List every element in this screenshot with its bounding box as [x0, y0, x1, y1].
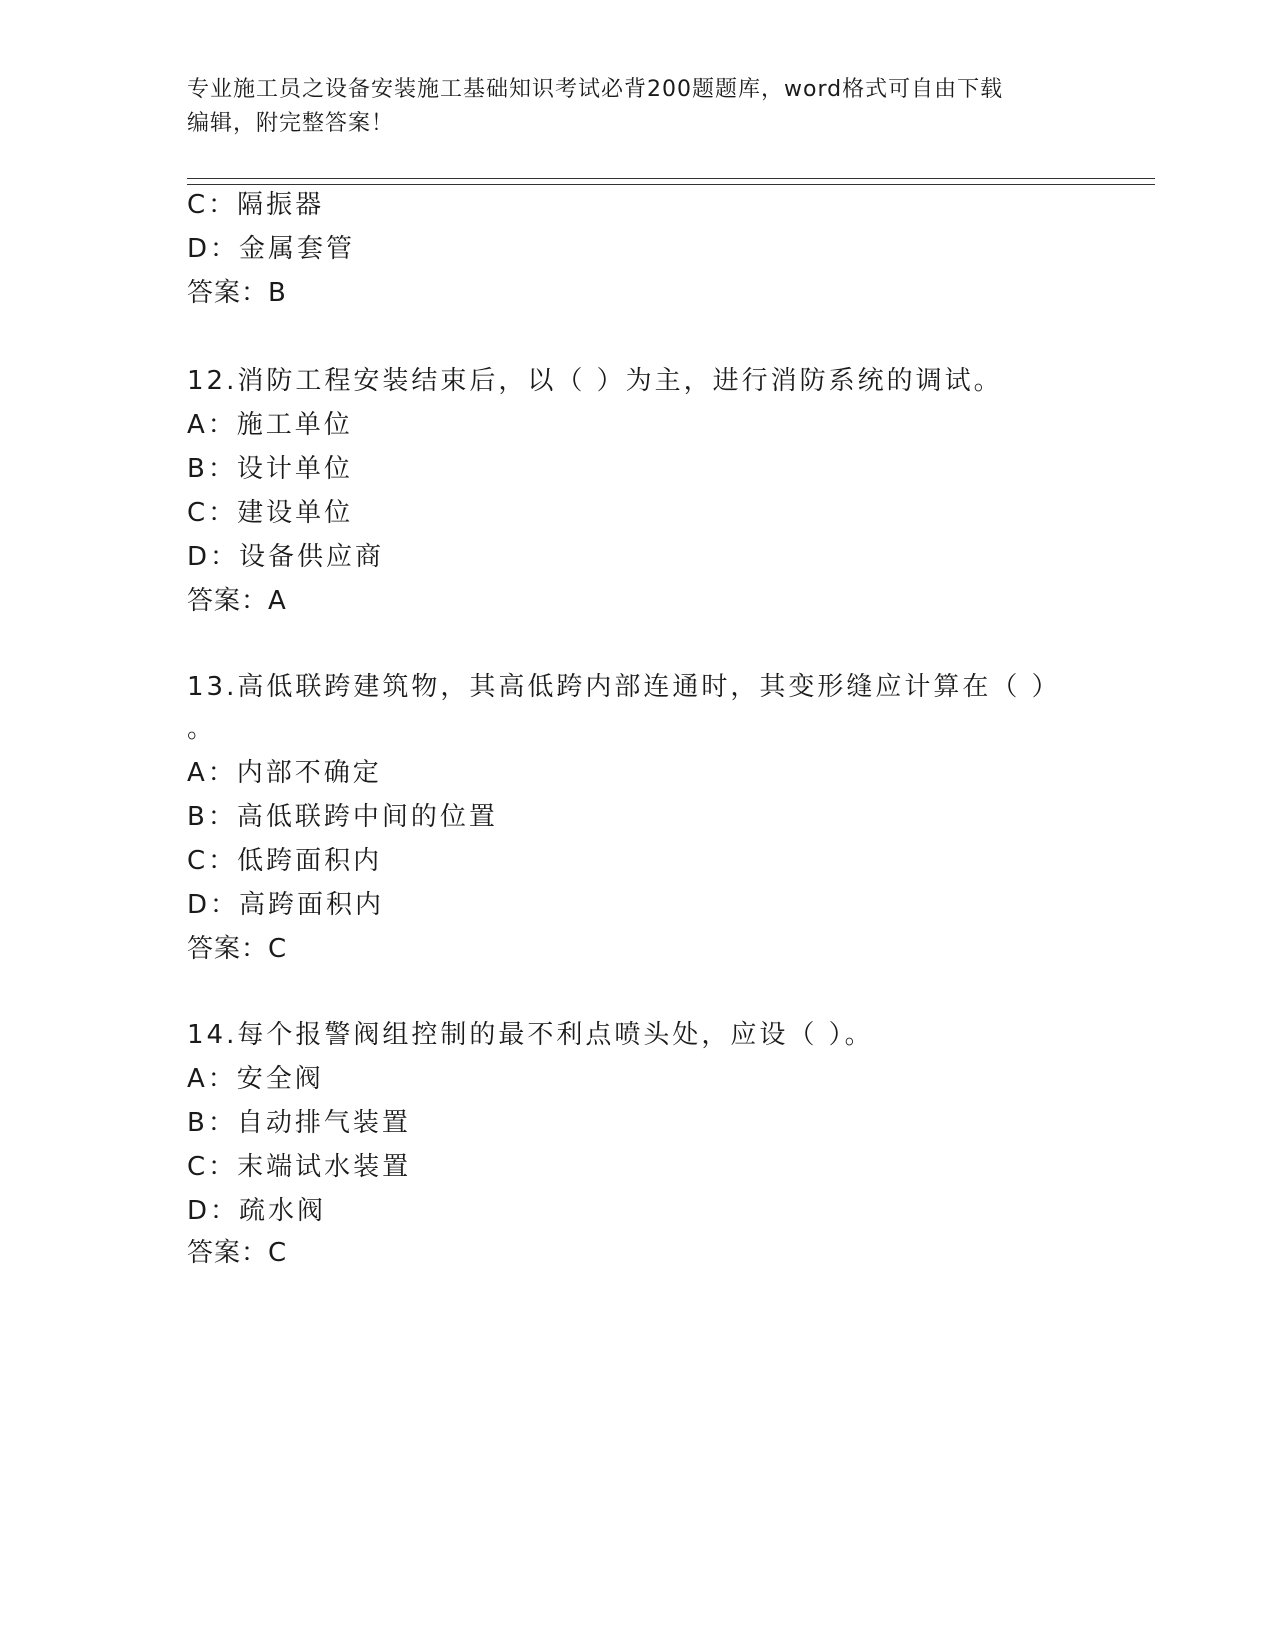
document-header	[187, 73, 1087, 141]
question-13-option-a: A：内部不确定	[187, 758, 382, 788]
question-13-stem: 13.高低联跨建筑物，其高低跨内部连通时，其变形缝应计算在（ ）	[187, 672, 1061, 702]
question-13-option-d: D：高跨面积内	[187, 890, 385, 920]
question-14-option-d: D：疏水阀	[187, 1196, 327, 1226]
header-line-1: 专业施工员之设备安装施工基础知识考试必背200题题库，word格式可自由下载	[187, 77, 1004, 102]
header-divider	[187, 178, 1155, 185]
question-12-stem: 12.消防工程安装结束后，以（ ）为主，进行消防系统的调试。	[187, 366, 1003, 396]
question-13-answer: 答案：C	[187, 934, 288, 964]
question-14-option-a: A：安全阀	[187, 1064, 324, 1094]
question-12-option-a: A：施工单位	[187, 410, 353, 440]
option-d: D：金属套管	[187, 234, 356, 264]
question-12-option-b: B：设计单位	[187, 454, 353, 484]
header-line-2: 编辑，附完整答案！	[187, 111, 395, 136]
question-14-answer: 答案：C	[187, 1238, 288, 1268]
question-14-option-b: B：自动排气装置	[187, 1108, 411, 1138]
question-12-answer: 答案：A	[187, 586, 287, 616]
question-13-stem-continuation: 。	[187, 714, 217, 744]
question-14-stem: 14.每个报警阀组控制的最不利点喷头处，应设（ ）。	[187, 1020, 874, 1050]
question-14-option-c: C：末端试水装置	[187, 1152, 412, 1182]
question-12-option-c: C：建设单位	[187, 498, 354, 528]
question-13-option-c: C：低跨面积内	[187, 846, 383, 876]
option-c: C：隔振器	[187, 190, 325, 220]
question-12-option-d: D：设备供应商	[187, 542, 385, 572]
question-13-option-b: B：高低联跨中间的位置	[187, 802, 498, 832]
answer-line: 答案：B	[187, 278, 287, 308]
